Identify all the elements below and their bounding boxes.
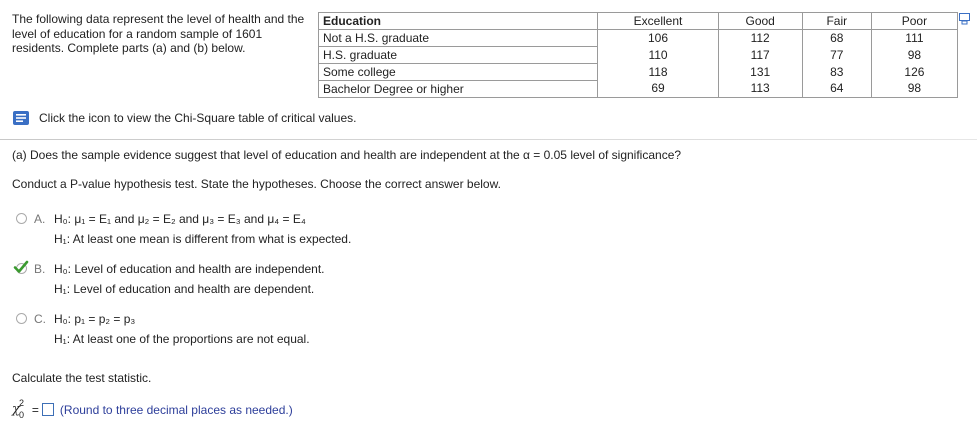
table-cell: 111 xyxy=(871,30,957,47)
table-cell: 69 xyxy=(598,81,718,98)
book-icon[interactable] xyxy=(12,110,30,126)
equals-sign: = xyxy=(31,402,39,417)
table-cell: 106 xyxy=(598,30,718,47)
chi-square-link-text: Click the icon to view the Chi-Square table of critical values. xyxy=(39,111,357,125)
null-hypothesis: H₀: p₁ = p₂ = p₃ xyxy=(54,312,136,326)
table-cell: 68 xyxy=(802,30,871,47)
table-cell: 83 xyxy=(802,64,871,81)
table-cell: 113 xyxy=(718,81,802,98)
answer-input[interactable] xyxy=(42,403,54,416)
table-row xyxy=(319,81,958,98)
rounding-hint: (Round to three decimal places as needed.) xyxy=(59,402,293,417)
table-cell: 98 xyxy=(871,81,957,98)
radio-button[interactable] xyxy=(16,313,27,324)
table-cell: Bachelor Degree or higher xyxy=(319,81,598,98)
null-hypothesis: H₀: Level of education and health are independent. xyxy=(54,262,325,276)
option-letter: C. xyxy=(34,312,46,326)
table-cell: 126 xyxy=(871,64,957,81)
table-cell: 77 xyxy=(802,47,871,64)
table-row xyxy=(319,47,958,64)
part-a-question: (a) Does the sample evidence suggest that level of education and health are independent at the α = 0.05 level of significance? xyxy=(12,148,682,162)
column-header: Education xyxy=(319,13,598,30)
table-row xyxy=(319,30,958,47)
table-row xyxy=(319,64,958,81)
table-cell: 112 xyxy=(718,30,802,47)
calculate-label: Calculate the test statistic. xyxy=(12,371,152,385)
table-cell: Not a H.S. graduate xyxy=(319,30,598,47)
table-cell: 64 xyxy=(802,81,871,98)
test-statistic-answer xyxy=(12,398,293,420)
column-header: Fair xyxy=(802,13,871,30)
column-header: Excellent xyxy=(598,13,718,30)
instructions: Conduct a P-value hypothesis test. State the hypotheses. Choose the correct answer below. xyxy=(12,177,501,191)
column-header: Good xyxy=(718,13,802,30)
table-cell: 131 xyxy=(718,64,802,81)
alternative-hypothesis: H₁: Level of education and health are dependent. xyxy=(54,282,315,296)
table-header-row xyxy=(319,13,958,30)
data-table xyxy=(318,12,958,98)
null-hypothesis: H₀: μ₁ = E₁ and μ₂ = E₂ and μ₃ = E₃ and μ₄ = E₄ xyxy=(54,212,306,226)
chi-subscript: 0 xyxy=(19,410,25,420)
table-cell: Some college xyxy=(319,64,598,81)
table-cell: 117 xyxy=(718,47,802,64)
chi-square-table-link[interactable] xyxy=(12,110,356,126)
table-cell: 110 xyxy=(598,47,718,64)
chi-square-symbol xyxy=(12,398,25,420)
checkmark-icon xyxy=(13,259,29,275)
section-divider xyxy=(0,139,977,140)
problem-intro: The following data represent the level of health and the level of education for a random sample of 1601 residents. Complete parts (a) and (b) below. xyxy=(12,12,305,55)
alternative-hypothesis: H₁: At least one of the proportions are not equal. xyxy=(54,332,310,346)
chi-superscript: 2 xyxy=(19,398,25,408)
option-letter: B. xyxy=(34,262,46,276)
chi-letter: χ xyxy=(12,402,20,417)
table-cell: 118 xyxy=(598,64,718,81)
table-cell: 98 xyxy=(871,47,957,64)
radio-button[interactable] xyxy=(16,213,27,224)
alternative-hypothesis: H₁: At least one mean is different from what is expected. xyxy=(54,232,352,246)
copy-icon[interactable] xyxy=(959,13,971,25)
column-header: Poor xyxy=(871,13,957,30)
option-letter: A. xyxy=(34,212,46,226)
table-cell: H.S. graduate xyxy=(319,47,598,64)
